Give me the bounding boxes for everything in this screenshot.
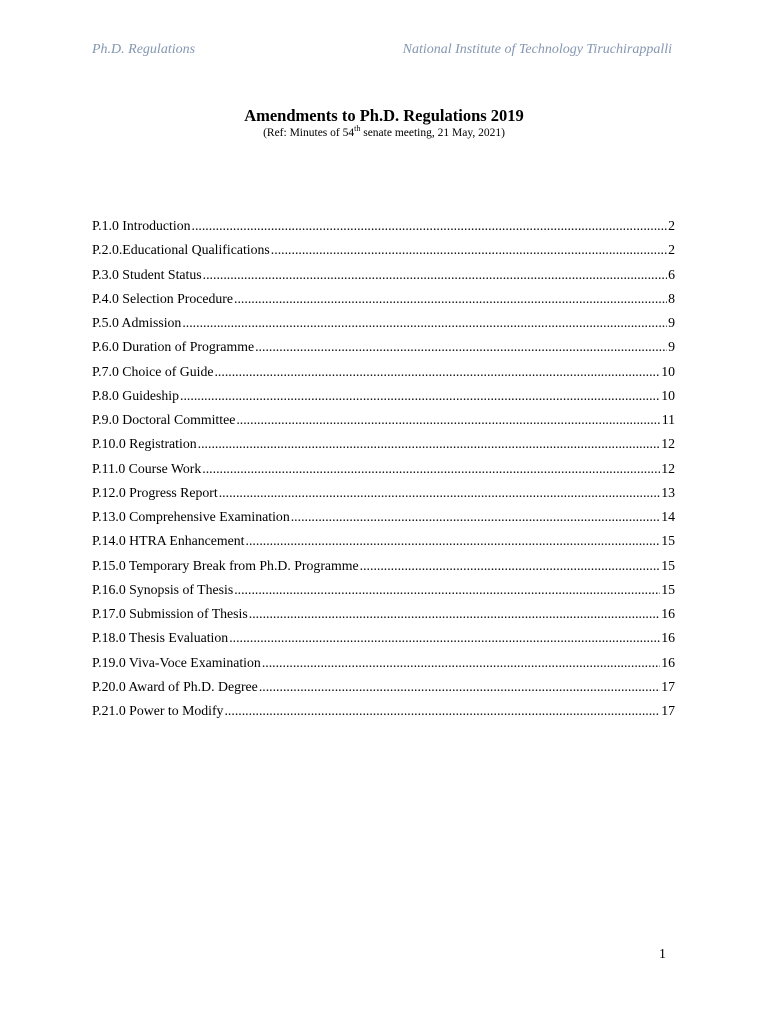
subtitle-text-after: senate meeting, 21 May, 2021)	[360, 127, 505, 139]
document-subtitle	[0, 124, 768, 139]
toc-entry-page: 12	[661, 436, 675, 452]
toc-entry-label: P.3.0 Student Status	[92, 266, 202, 282]
toc-dot-leader	[214, 360, 660, 384]
toc-entry-label: P.8.0 Guideship	[92, 387, 180, 403]
toc-dot-leader	[236, 408, 660, 432]
toc-entry-label: P.17.0 Submission of Thesis	[92, 606, 248, 621]
toc-entry[interactable]	[92, 529, 675, 553]
document-title: Amendments to Ph.D. Regulations 2019	[244, 106, 524, 125]
toc-entry[interactable]	[92, 287, 675, 311]
toc-entry[interactable]	[92, 505, 675, 529]
toc-entry[interactable]	[92, 651, 675, 675]
toc-entry[interactable]	[92, 675, 675, 699]
toc-entry-page: 2	[668, 218, 675, 233]
toc-dot-leader	[234, 578, 660, 602]
toc-entry-label: P.14.0 HTRA Enhancement	[92, 533, 245, 549]
toc-entry[interactable]	[92, 578, 675, 602]
toc-entry-page: 2	[668, 242, 675, 258]
toc-entry-page: 17	[661, 678, 675, 694]
toc-dot-leader	[203, 263, 667, 287]
running-header-left: Ph.D. Regulations	[92, 42, 196, 57]
toc-entry-label: P.2.0.Educational Qualifications	[92, 242, 270, 258]
subtitle-superscript: th	[354, 124, 361, 134]
toc-entry-page: 14	[661, 509, 675, 524]
toc-entry-label: P.10.0 Registration	[92, 436, 197, 452]
toc-dot-leader	[249, 602, 660, 626]
toc-entry[interactable]	[92, 457, 675, 481]
toc-entry[interactable]	[92, 238, 675, 262]
toc-dot-leader	[262, 651, 660, 675]
toc-entry-label: P.20.0 Award of Ph.D. Degree	[92, 678, 258, 694]
toc-entry-label: P.5.0 Admission	[92, 315, 182, 330]
toc-entry-page: 15	[661, 557, 675, 573]
toc-entry-label: P.19.0 Viva-Voce Examination	[92, 654, 261, 670]
toc-entry[interactable]	[92, 432, 675, 456]
toc-dot-leader	[202, 457, 660, 481]
toc-entry-label: P.13.0 Comprehensive Examination	[92, 509, 290, 524]
toc-entry-page: 16	[661, 654, 675, 670]
toc-entry-label: P.15.0 Temporary Break from Ph.D. Programme	[92, 557, 359, 573]
toc-dot-leader	[271, 238, 667, 262]
toc-entry[interactable]	[92, 384, 675, 408]
toc-entry-label: P.11.0 Course Work	[92, 460, 202, 476]
running-header-right: National Institute of Technology Tiruchirappalli	[402, 42, 672, 57]
toc-entry-page: 8	[668, 290, 675, 306]
toc-entry-label: P.16.0 Synopsis of Thesis	[92, 581, 234, 597]
toc-entry-page: 17	[661, 703, 675, 718]
toc-dot-leader	[180, 384, 660, 408]
toc-entry[interactable]	[92, 626, 675, 650]
toc-dot-leader	[255, 335, 667, 359]
toc-entry-label: P.7.0 Choice of Guide	[92, 363, 214, 379]
toc-entry-page: 15	[661, 533, 675, 549]
toc-entry[interactable]	[92, 311, 675, 335]
toc-entry[interactable]	[92, 335, 675, 359]
toc-dot-leader	[224, 699, 660, 723]
toc-entry[interactable]	[92, 602, 675, 626]
toc-entry[interactable]	[92, 360, 675, 384]
toc-entry[interactable]	[92, 214, 675, 238]
toc-dot-leader	[229, 626, 660, 650]
toc-entry-page: 11	[661, 412, 675, 427]
toc-dot-leader	[219, 481, 660, 505]
toc-entry-page: 15	[661, 581, 675, 597]
subtitle-text-before: (Ref: Minutes of 54	[263, 127, 355, 139]
toc-entry-label: P.4.0 Selection Procedure	[92, 290, 234, 306]
toc-entry-page: 9	[668, 339, 675, 355]
toc-entry-label: P.21.0 Power to Modify	[92, 703, 224, 718]
toc-entry-page: 13	[661, 484, 675, 500]
toc-entry-label: P.1.0 Introduction	[92, 218, 191, 233]
toc-entry-page: 16	[661, 630, 675, 646]
table-of-contents	[92, 214, 675, 723]
toc-dot-leader	[291, 505, 660, 529]
toc-entry[interactable]	[92, 554, 675, 578]
toc-entry[interactable]	[92, 263, 675, 287]
toc-entry[interactable]	[92, 408, 675, 432]
toc-dot-leader	[360, 554, 661, 578]
toc-entry-label: P.18.0 Thesis Evaluation	[92, 630, 229, 646]
toc-entry-page: 16	[661, 606, 675, 621]
toc-dot-leader	[259, 675, 660, 699]
toc-entry-page: 12	[661, 460, 675, 476]
page-number: 1	[659, 946, 666, 961]
toc-entry-label: P.6.0 Duration of Programme	[92, 339, 255, 355]
toc-entry-label: P.9.0 Doctoral Committee	[92, 412, 236, 427]
toc-dot-leader	[192, 214, 668, 238]
toc-dot-leader	[234, 287, 667, 311]
toc-entry-label: P.12.0 Progress Report	[92, 484, 218, 500]
toc-entry-page: 10	[661, 363, 675, 379]
toc-dot-leader	[198, 432, 661, 456]
toc-entry-page: 6	[668, 266, 675, 282]
toc-entry-page: 9	[668, 315, 675, 330]
toc-dot-leader	[246, 529, 661, 553]
toc-dot-leader	[182, 311, 667, 335]
toc-entry-page: 10	[661, 387, 675, 403]
toc-entry[interactable]	[92, 481, 675, 505]
toc-entry[interactable]	[92, 699, 675, 723]
